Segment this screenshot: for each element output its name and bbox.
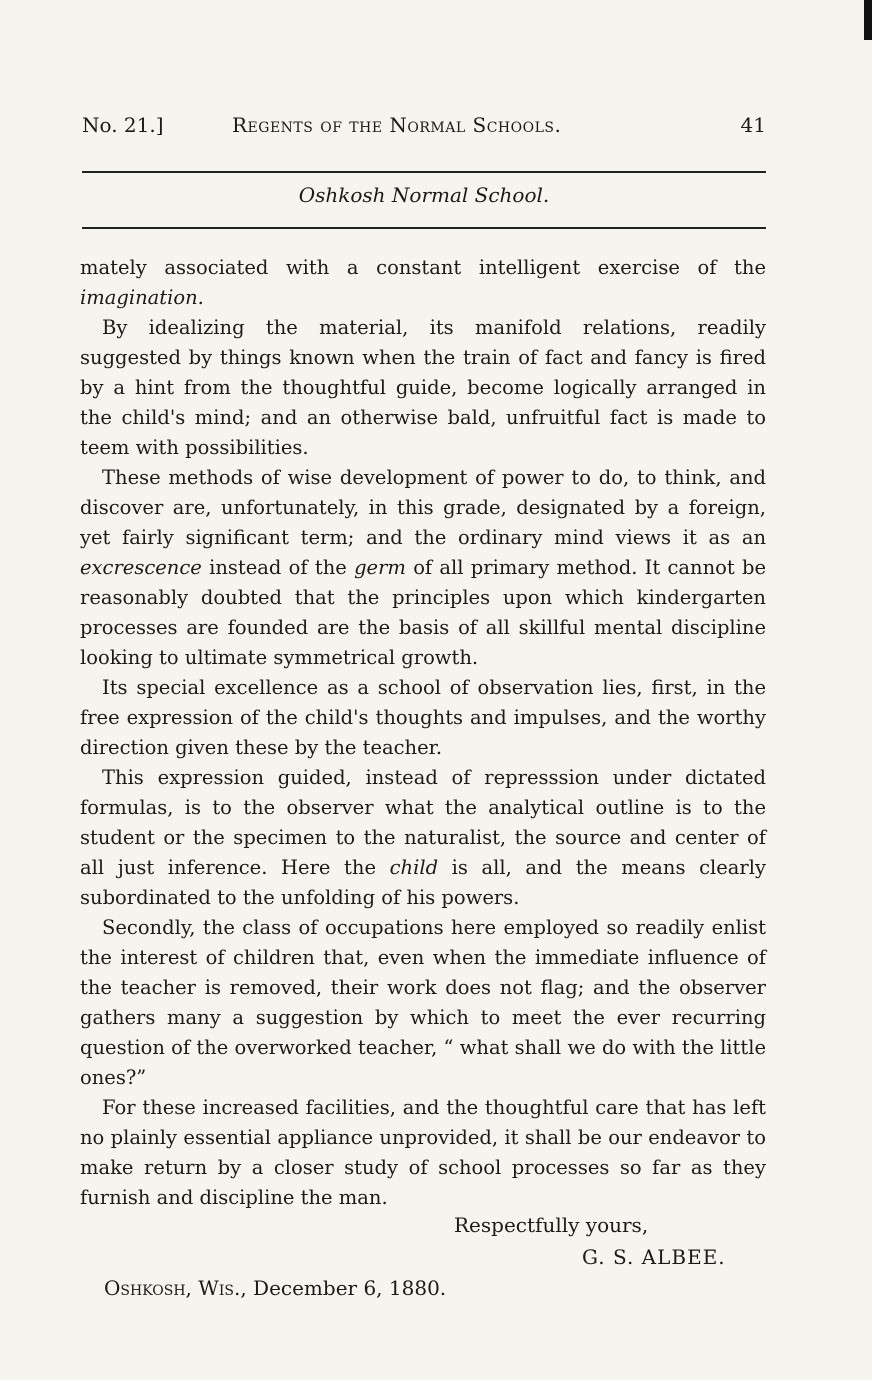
place-date — [104, 1276, 446, 1300]
text-run: of all primary method. It cannot be reasonably doubted that the principles upon which kindergarten processes are founded are the basis of all skillful mental discipline looking to ultimate symmetrical growth. — [80, 556, 766, 669]
paragraph — [80, 463, 766, 673]
paragraph — [80, 913, 766, 1093]
text-run: Its special excellence as a school of observation lies, first, in the free expression of the child's thoughts and impulses, and the worthy direction given these by the teacher. — [80, 676, 766, 759]
closing: Respectfully yours, — [454, 1213, 649, 1237]
text-run: is all, and the means clearly subordinated to the unfolding of his powers. — [80, 856, 766, 909]
text-run: For these increased facilities, and the thoughtful care that has left no plainly essential appliance unprovided, it shall be our endeavor to make return by a closer study of school processes so far as they furnish and discipline the man. — [80, 1096, 766, 1209]
italic-text: child — [389, 856, 439, 879]
body-text — [80, 253, 766, 1213]
document-number: No. 21.] — [82, 113, 164, 137]
paragraph — [80, 253, 766, 313]
header-rule-top — [82, 171, 766, 173]
text-run: These methods of wise development of power to do, to think, and discover are, unfortunately, in this grade, designated by a foreign, yet fairly significant term; and the ordinary mind views it as an — [80, 466, 766, 549]
paragraph — [80, 313, 766, 463]
text-run: Secondly, the class of occupations here employed so readily enlist the interest of children that, even when the immediate influence of the teacher is removed, their work does not flag; and the observer gathers many a suggestion by which to meet the ever recurring question of the overworked teacher, “ what shall we do with the little ones?” — [80, 916, 766, 1089]
signature: G. S. ALBEE. — [582, 1245, 726, 1269]
place: Oshkosh, Wis. — [104, 1276, 241, 1300]
paragraph — [80, 763, 766, 913]
header-rule-bottom — [82, 227, 766, 229]
italic-text: imagination. — [80, 286, 204, 309]
scan-edge-mark — [864, 0, 872, 40]
page-number: 41 — [740, 113, 766, 137]
text-run: This expression guided, instead of represssion under dictated formulas, is to the observer what the analytical outline is to the student or the specimen to the naturalist, the source and center of all just inference. Here the — [80, 766, 766, 879]
text-run: instead of the — [201, 556, 355, 579]
section-title: Oshkosh Normal School. — [298, 183, 550, 207]
paragraph — [80, 673, 766, 763]
text-run: By idealizing the material, its manifold relations, readily suggested by things known when the train of fact and fancy is fired by a hint from the thoughtful guide, become logically arranged in the child's mind; and an otherwise bald, unfruitful fact is made to teem with possibilities. — [80, 316, 766, 459]
date: , December 6, 1880. — [240, 1276, 447, 1300]
paragraph — [80, 1093, 766, 1213]
italic-text: excrescence — [80, 556, 202, 579]
italic-text: germ — [354, 556, 406, 579]
running-header — [82, 113, 766, 143]
running-title: Regents of the Normal Schools. — [232, 113, 562, 137]
text-run: mately associated with a constant intelligent exercise of the — [80, 256, 766, 279]
